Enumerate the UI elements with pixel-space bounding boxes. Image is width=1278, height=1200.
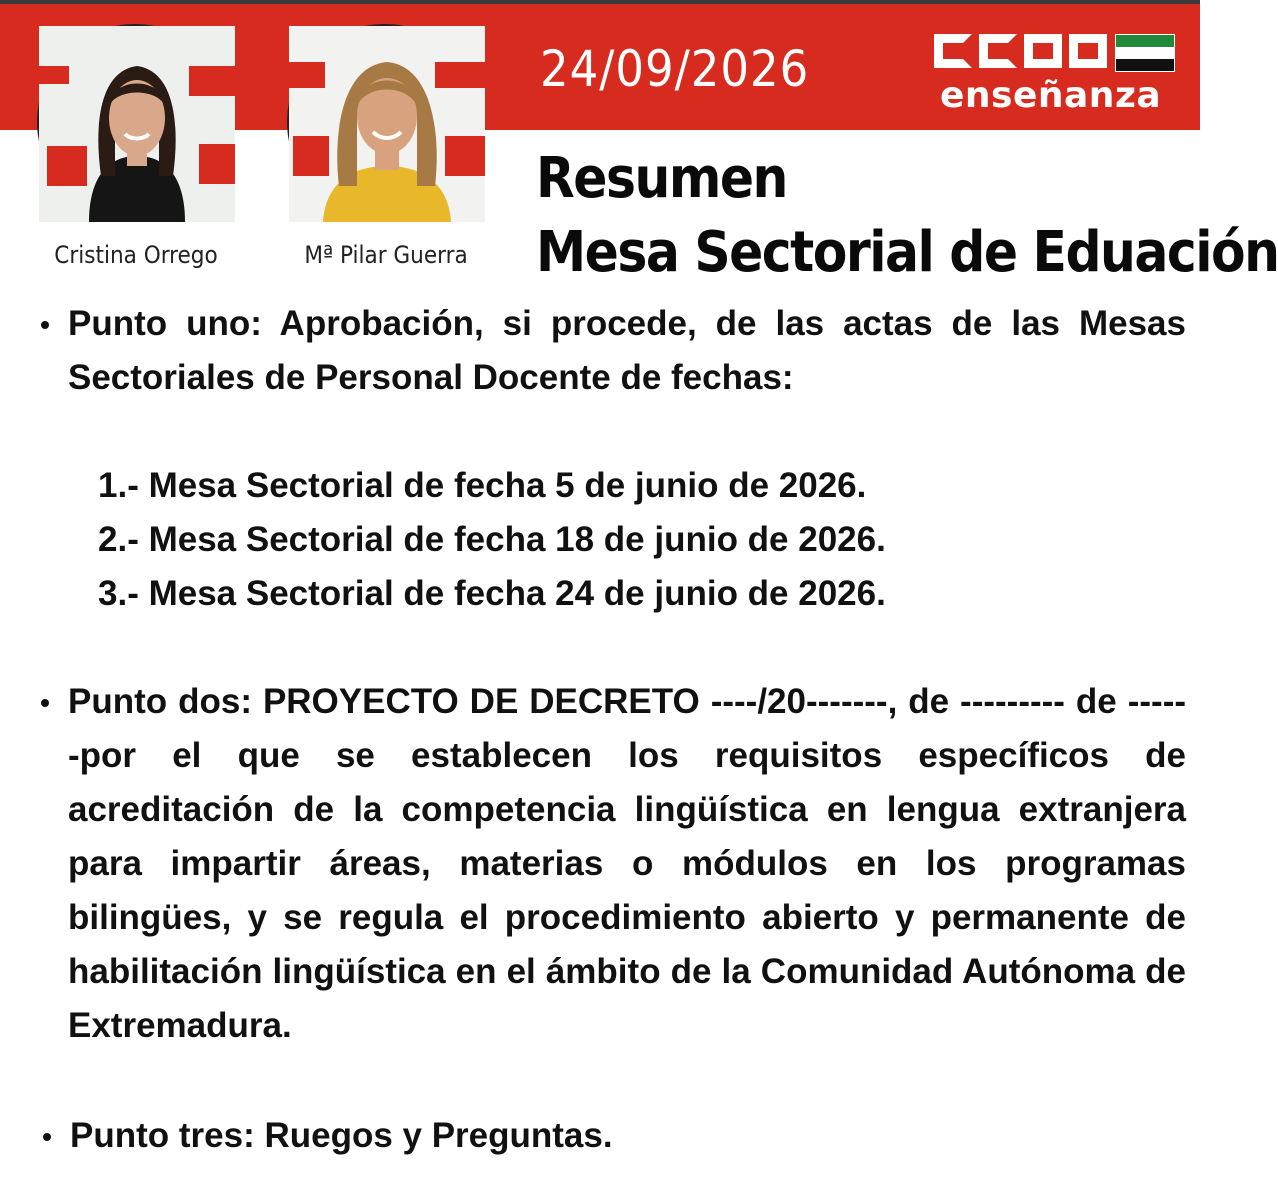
list-item: 1.- Mesa Sectorial de fecha 5 de junio de 2026. [98,466,867,505]
title-line-1: Resumen [536,146,787,211]
header-date: 24/09/2026 [540,40,810,98]
person-name: Mª Pilar Guerra [304,241,468,269]
logo-word: enseñanza [940,75,1162,116]
agenda-point-3: Punto tres: Ruegos y Preguntas. [70,1109,1188,1163]
list-item: 3.- Mesa Sectorial de fecha 24 de junio de 2026. [98,574,886,613]
agenda-point-2: Punto dos: PROYECTO DE DECRETO ----/20-------, de --------- de ------por el que se establecen los requisitos específicos de acreditación de la competencia lingüística en lengua extranjera para impartir áreas, materias o módulos en los programas bilingües, y se regula el procedimiento abierto y permanente de habilitación lingüística en el ámbito de la Comunidad Autónoma de Extremadura. [68,675,1186,1053]
meeting-dates-list [98,459,886,621]
list-item: 2.- Mesa Sectorial de fecha 18 de junio de 2026. [98,520,886,559]
title-line-2: Mesa Sectorial de Eduación [536,220,1278,285]
agenda-point-1: Punto uno: Aprobación, si procede, de las actas de las Mesas Sectoriales de Personal Docente de fechas: [68,297,1186,405]
person-name: Cristina Orrego [54,241,218,269]
